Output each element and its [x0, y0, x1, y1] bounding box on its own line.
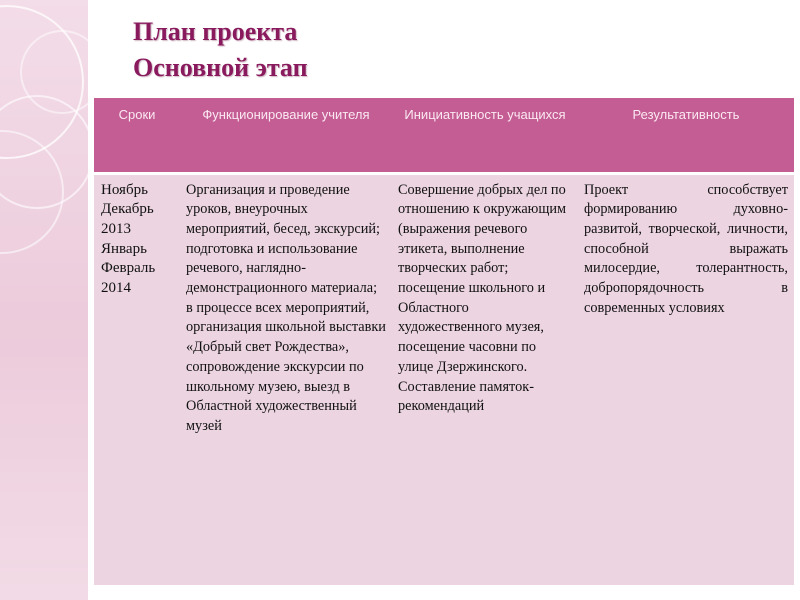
- table-row: [94, 173, 794, 582]
- cell-teacher-function: Организация и проведение уроков, внеурочных мероприятий, бесед, экскурсий; подготовка и использование речевого, наглядно-демонстрационного материала; в процессе всех мероприятий, организация школьной выставки «Добрый свет Рождества», сопровождение экскурсии по школьному музею, выезд в Областной художественный музей: [186, 181, 386, 434]
- cell-student-initiative: Совершение добрых дел по отношению к окружающим (выражения речевого этикета, выполнение творческих работ; посещение школьного и Областного художественного музея, посещение часовни по улице Дзержинского. Составление памяток-рекомендаций: [398, 181, 567, 415]
- decorative-side-panel: [0, 0, 88, 600]
- cell-results: Проект способствует формированию духовно-развитой, творческой, личности, способной выражать милосердие, толерантность, добропорядочность в современных условиях: [584, 181, 788, 316]
- project-plan-table-container: [94, 98, 794, 585]
- header-teacher-function: Функционирование учителя: [180, 98, 392, 173]
- slide-title-line2: Основной этап: [133, 53, 308, 82]
- table-header-row: [94, 98, 794, 173]
- cell-terms: Ноябрь Декабрь 2013 Январь Февраль 2014: [101, 181, 156, 297]
- slide-title-line1: План проекта: [133, 17, 298, 46]
- header-student-initiative: Инициативность учащихся: [392, 98, 578, 173]
- slide-title: [133, 14, 308, 86]
- project-plan-table: [94, 98, 794, 582]
- header-results: Результативность: [578, 98, 794, 173]
- header-terms: Сроки: [94, 98, 180, 173]
